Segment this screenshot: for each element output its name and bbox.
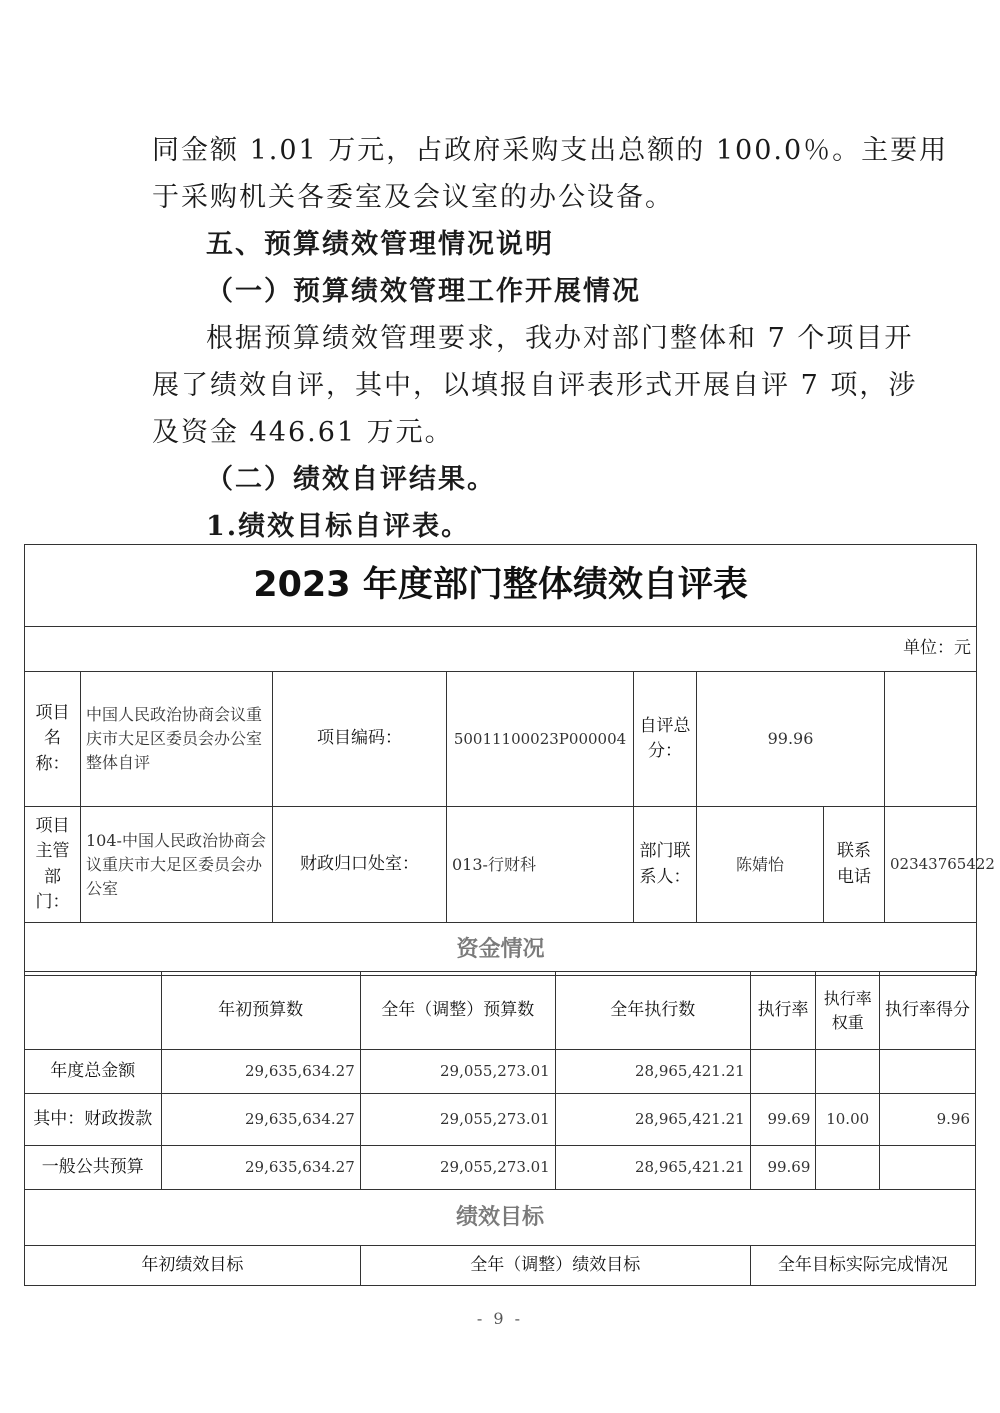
funds-rate: 99.69 xyxy=(750,1146,816,1190)
funds-adjusted: 29,055,273.01 xyxy=(360,1050,555,1094)
self-score-value: 99.96 xyxy=(697,672,885,807)
dept-label: 项目主管部门： xyxy=(25,807,81,923)
col-executed: 全年执行数 xyxy=(555,972,750,1050)
funds-score: 9.96 xyxy=(880,1094,976,1146)
project-name-value: 中国人民政治协商会议重庆市大足区委员会办公室整体自评 xyxy=(81,672,273,807)
funds-rate: 99.69 xyxy=(750,1094,816,1146)
funds-initial: 29,635,634.27 xyxy=(161,1050,360,1094)
funds-table xyxy=(24,971,976,1286)
col-initial-goal: 年初绩效目标 xyxy=(25,1246,361,1286)
subsection-heading: （一）预算绩效管理工作开展情况 xyxy=(206,276,641,307)
performance-section-header: 绩效目标 xyxy=(25,1190,976,1246)
paragraph-line: 同金额 1.01 万元，占政府采购支出总额的 100.0％。主要用 xyxy=(152,135,949,166)
funds-adjusted: 29,055,273.01 xyxy=(360,1146,555,1190)
funds-weight xyxy=(816,1050,880,1094)
col-rate-score: 执行率得分 xyxy=(880,972,976,1050)
funds-row-label: 年度总金额 xyxy=(25,1050,162,1094)
col-initial-budget: 年初预算数 xyxy=(161,972,360,1050)
funds-row-label: 一般公共预算 xyxy=(25,1146,162,1190)
dept-value: 104-中国人民政治协商会议重庆市大足区委员会办公室 xyxy=(81,807,273,923)
finance-office-value: 013-行财科 xyxy=(447,807,634,923)
funds-row-label: 其中：财政拨款 xyxy=(25,1094,162,1146)
col-rate-weight: 执行率权重 xyxy=(816,972,880,1050)
funds-section-header: 资金情况 xyxy=(25,923,977,976)
funds-executed: 28,965,421.21 xyxy=(555,1094,750,1146)
col-adjusted-budget: 全年（调整）预算数 xyxy=(360,972,555,1050)
col-actual-completion: 全年目标实际完成情况 xyxy=(750,1246,975,1286)
paragraph-line: 于采购机关各委室及会议室的办公设备。 xyxy=(152,182,674,213)
empty-cell xyxy=(885,672,977,807)
section-heading: 五、预算绩效管理情况说明 xyxy=(206,229,554,260)
subsection-heading: （二）绩效自评结果。 xyxy=(206,464,496,495)
col-adjusted-goal: 全年（调整）绩效目标 xyxy=(360,1246,750,1286)
paragraph-line: 及资金 446.61 万元。 xyxy=(152,417,454,448)
funds-weight xyxy=(816,1146,880,1190)
self-score-label: 自评总分： xyxy=(634,672,697,807)
col-exec-rate: 执行率 xyxy=(750,972,816,1050)
item-heading: 1.绩效目标自评表。 xyxy=(206,511,471,542)
funds-executed: 28,965,421.21 xyxy=(555,1146,750,1190)
phone-value: 02343765422 xyxy=(885,807,977,923)
funds-initial: 29,635,634.27 xyxy=(161,1094,360,1146)
funds-header-empty xyxy=(25,972,162,1050)
project-code-label: 项目编码： xyxy=(273,672,447,807)
contact-label: 部门联系人： xyxy=(634,807,697,923)
contact-value: 陈婧怡 xyxy=(697,807,824,923)
unit-label: 单位：元 xyxy=(25,627,977,672)
funds-adjusted: 29,055,273.01 xyxy=(360,1094,555,1146)
project-code-value: 50011100023P000004 xyxy=(447,672,634,807)
phone-label: 联系电话 xyxy=(824,807,885,923)
funds-executed: 28,965,421.21 xyxy=(555,1050,750,1094)
funds-score xyxy=(880,1050,976,1094)
finance-office-label: 财政归口处室： xyxy=(273,807,447,923)
page-number: - 9 - xyxy=(476,1309,524,1328)
project-name-label: 项目名称： xyxy=(25,672,81,807)
performance-evaluation-table xyxy=(24,544,995,976)
table-title: 2023 年度部门整体绩效自评表 xyxy=(25,545,977,627)
funds-score xyxy=(880,1146,976,1190)
paragraph-line: 展了绩效自评，其中，以填报自评表形式开展自评 7 项，涉 xyxy=(152,370,918,401)
paragraph-line: 根据预算绩效管理要求，我办对部门整体和 7 个项目开 xyxy=(206,323,914,354)
funds-rate xyxy=(750,1050,816,1094)
funds-weight: 10.00 xyxy=(816,1094,880,1146)
funds-initial: 29,635,634.27 xyxy=(161,1146,360,1190)
